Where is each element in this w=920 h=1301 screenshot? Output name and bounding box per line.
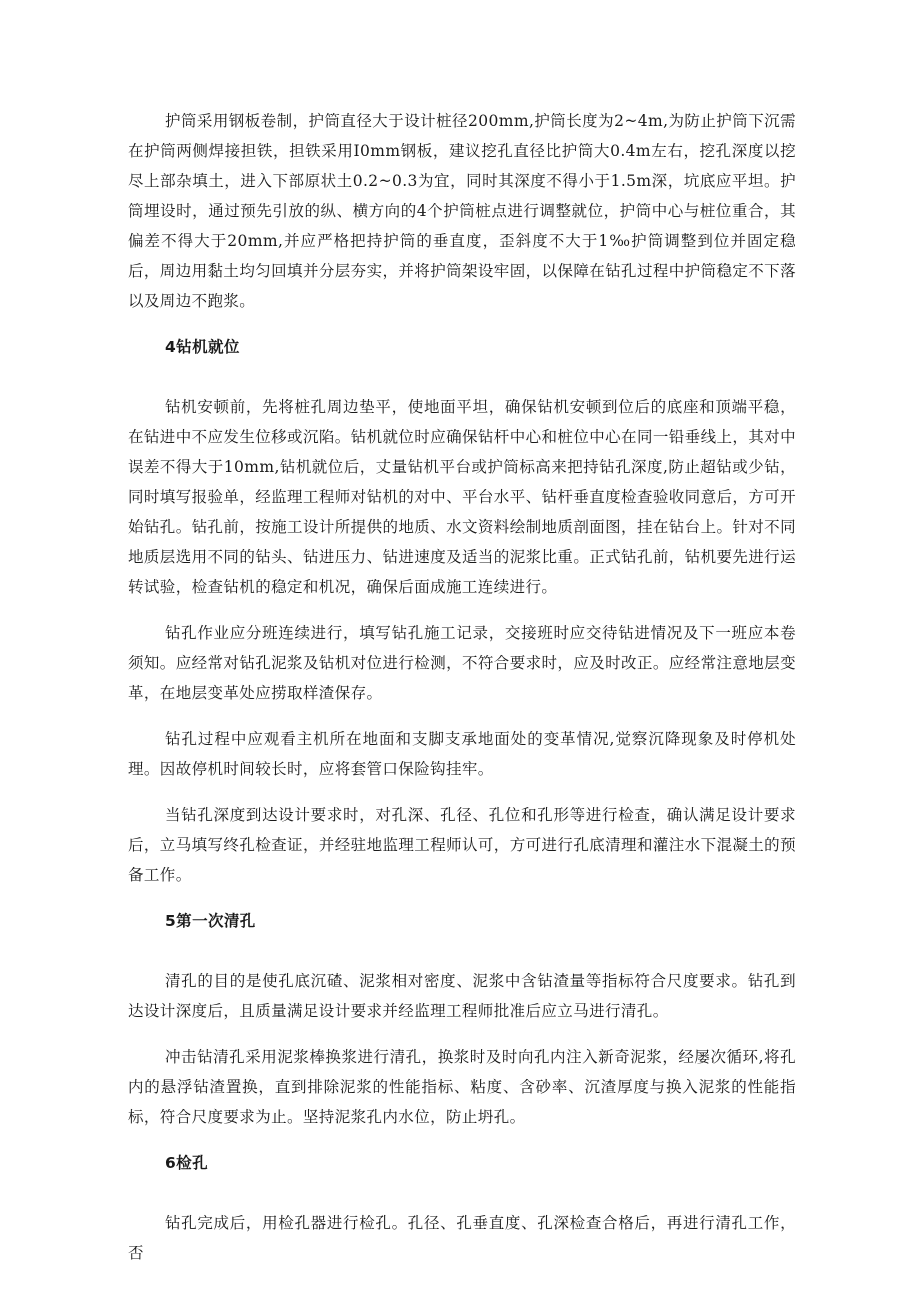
paragraph-cleaning-purpose: 清孔的目的是使孔底沉碴、泥浆相对密度、泥浆中含钻渣量等指标符合尺度要求。钻孔到达设计深度后，且质量满足设计要求并经监理工程师批准后应立马进行清孔。 xyxy=(128,972,796,1020)
paragraph-drill-final-check: 当钻孔深度到达设计要求时，对孔深、孔径、孔位和孔形等进行检查，确认满足设计要求后，立马填写终孔检查证，并经驻地监理工程师认可，方可进行孔底清理和灌注水下混凝土的预备工作。 xyxy=(128,806,796,884)
paragraph-drill-setup: 钻机安顿前，先将桩孔周边垫平，使地面平坦，确保钻机安顿到位后的底座和顶端平稳，在钻进中不应发生位移或沉陷。钻机就位时应确保钻杆中心和桩位中心在同一铅垂线上，其对中误差不得大于10mm,钻机就位后，丈量钻机平台或护筒标高来把持钻孔深度,防止超钻或少钻，同时填写报验单，经监理工程师对钻机的对中、平台水平、钻杆垂直度检查验收同意后，方可开始钻孔。钻孔前，按施工设计所提供的地质、水文资料绘制地质剖面图，挂在钻台上。针对不同地质层选用不同的钻头、钻进压力、钻进速度及适当的泥浆比重。正式钻孔前，钻机要先进行运转试验，检查钻机的稳定和机况，确保后面成施工连续进行。 xyxy=(128,398,796,596)
paragraph-casing: 护筒采用钢板卷制，护筒直径大于设计桩径200mm,护筒长度为2~4m,为防止护筒下沉需在护筒两侧焊接担铁，担铁采用I0mm钢板，建议挖孔直径比护筒大0.4m左右，挖孔深度以挖尽上部杂填土，进入下部原状土0.2~0.3为宜，同时其深度不得小于1.5m深，坑底应平坦。护筒埋设时，通过预先引放的纵、横方向的4个护筒桩点进行调整就位，护筒中心与桩位重合，其偏差不得大于20mm,并应严格把持护筒的垂直度，歪斜度不大于1‰护筒调整到位并固定稳后，周边用黏土均匀回填并分层夯实，并将护筒架设牢固，以保障在钻孔过程中护筒稳定不下落以及周边不跑浆。 xyxy=(128,112,796,310)
section-heading-drill-positioning: 4钻机就位 xyxy=(165,338,240,356)
document-body xyxy=(128,106,796,1284)
paragraph-drill-shifts: 钻孔作业应分班连续进行，填写钻孔施工记录，交接班时应交待钻进情况及下一班应本卷须知。应经常对钻孔泥浆及钻机对位进行检测，不符合要求时，应及时改正。应经常注意地层变革，在地层变革处应捞取样渣保存。 xyxy=(128,624,796,702)
paragraph-cleaning-method: 冲击钻清孔采用泥浆棒换浆进行清孔，换浆时及时向孔内注入新奇泥浆，经屡次循环,将孔内的悬浮钻渣置换，直到排除泥浆的性能指标、粘度、含砂率、沉渣厚度与换入泥浆的性能指标，符合尺度要求为止。坚持泥浆孔内水位，防止坍孔。 xyxy=(128,1048,796,1126)
section-heading-hole-inspection: 6检孔 xyxy=(165,1154,208,1172)
section-heading-first-cleaning: 5第一次清孔 xyxy=(165,912,256,930)
paragraph-drill-observation: 钻孔过程中应观看主机所在地面和支脚支承地面处的变革情况,觉察沉降现象及时停机处理。因故停机时间较长时，应将套管口保险钩挂牢。 xyxy=(128,730,796,778)
paragraph-hole-inspection: 钻孔完成后，用检孔器进行检孔。孔径、孔垂直度、孔深检查合格后，再进行清孔工作，否 xyxy=(128,1214,796,1262)
